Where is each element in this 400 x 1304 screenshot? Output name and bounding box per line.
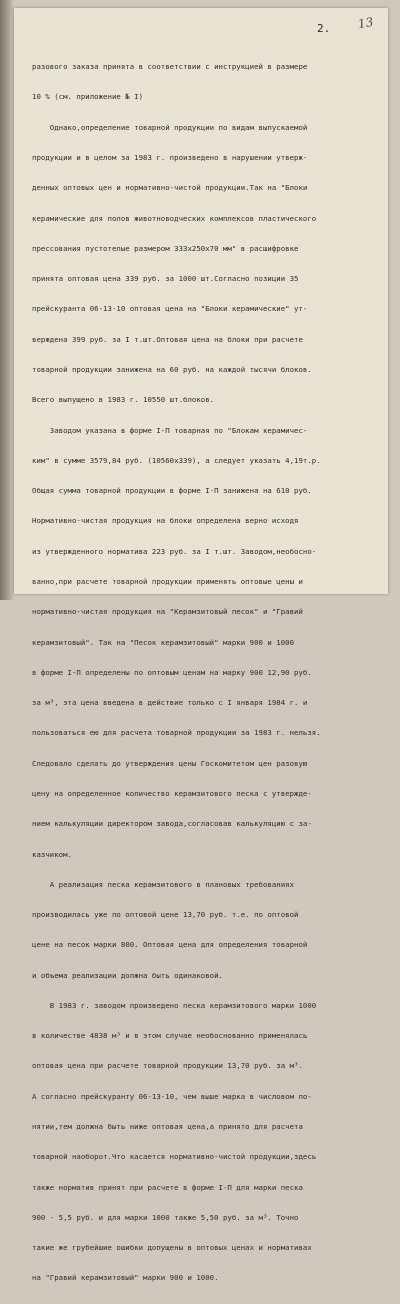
text-line: 10 % (см. приложение № I) bbox=[32, 92, 144, 102]
page-number: 2. bbox=[317, 22, 331, 35]
text-line: из утвержденного норматива 223 руб. за I т.шт. Заводом,необосно- bbox=[32, 546, 317, 556]
folio-mark: 13 bbox=[356, 14, 375, 32]
text-line: и объема реализации должна быть одинаковой. bbox=[32, 970, 223, 980]
text-line: казчиком. bbox=[32, 849, 72, 859]
text-line: нормативно-чистая продукция на "Керамзитовый песок" и "Гравий bbox=[32, 607, 303, 617]
text-line: разового заказа принята в соответствии с инструкцией в размере bbox=[32, 62, 308, 72]
text-line: ким" в сумме 3579,84 руб. (10560х339), а следует указать 4,19т.р. bbox=[32, 455, 321, 465]
text-line: такие же грубейшие ошибки допущены в оптовых ценах и нормативах bbox=[32, 1243, 312, 1253]
text-line: за м³, эта цена введена в действие только с I января 1984 г. и bbox=[32, 698, 308, 708]
text-line: Всего выпущено в 1983 г. 10550 шт.блоков. bbox=[32, 395, 215, 405]
text-line: А реализация песка керамзитового в плановых требованиях bbox=[32, 879, 295, 889]
text-line: товарной продукции занижена на 60 руб. на каждой тысячи блоков. bbox=[32, 365, 312, 374]
document-page bbox=[14, 8, 388, 1283]
text-line: Однако,определение товарной продукции по видам выпускаемой bbox=[32, 122, 308, 132]
text-line: нятии,тем должна быть ниже оптовая цена,а принято для расчета bbox=[32, 1122, 303, 1132]
text-line: производилась уже по оптовой цене 13,70 руб. т.е. по оптовой bbox=[32, 910, 299, 920]
text-line: прейскуранта 06-13-10 оптовая цена на "Блоки керамические" ут- bbox=[32, 304, 308, 314]
text-line: товарной наоборот.Что касается нормативно-чистой продукции,здесь bbox=[32, 1152, 317, 1162]
text-line: оптовая цена при расчете товарной продукции 13,70 руб. за м³. bbox=[32, 1061, 303, 1071]
text-line: Нормативно-чистая продукция на блоки определена верно исходя bbox=[32, 516, 299, 526]
text-line: на "Гравий керамзитовый" марки 900 и 1000. bbox=[32, 1273, 219, 1283]
text-line: пользоваться ею для расчета товарной продукции за 1983 г. нельзя. bbox=[32, 728, 321, 738]
text-line: Следовало сделать до утверждения цены Госкомитетом цен разовую bbox=[32, 758, 308, 768]
text-line: продукции и в целом за 1983 г. произведено в нарушении утверж- bbox=[32, 153, 308, 163]
text-line: нием калькуляции директором завода,согласовав калькуляцию с за- bbox=[32, 819, 312, 829]
text-line: ванно,при расчете товарной продукции применять оптовые цены и bbox=[32, 576, 303, 586]
text-line: верждена 399 руб. за I т.шт.Оптовая цена на блоки при расчете bbox=[32, 334, 303, 344]
text-line: в количестве 4838 м³ и в этом случае необоснованно применялась bbox=[32, 1031, 308, 1041]
text-line: прессования пустотелые размером 333х250х70 мм" в расшифровке bbox=[32, 243, 299, 253]
text-line: принята оптовая цена 339 руб. за 1000 шт.Согласно позиции 35 bbox=[32, 274, 299, 284]
text-line: 900 - 5,5 руб. и для марки 1000 также 5,50 руб. за м³. Точно bbox=[32, 1212, 299, 1222]
text-line: цену на определенное количество керамзитового песка с утвержде- bbox=[32, 788, 312, 798]
text-line: в форме I-П определены по оптовым ценам на марку 900 12,90 руб. bbox=[32, 667, 312, 677]
binding-shadow bbox=[0, 0, 14, 600]
text-line: цене на песок марки 800. Оптовая цена для определения товарной bbox=[32, 940, 308, 950]
text-line: А согласно прейскуранту 06-13-10, чем выше марка в числовом по- bbox=[32, 1091, 312, 1101]
text-line: также норматив принят при расчете в форме I-П для марки песка bbox=[32, 1182, 303, 1192]
body-text bbox=[32, 42, 380, 1304]
text-line: денных оптовых цен и нормативно-чистой продукции.Так на "Блоки bbox=[32, 183, 308, 193]
text-line: керамзитовый". Так на "Песок керамзитовый" марки 900 и 1000 bbox=[32, 637, 295, 647]
text-line: В 1983 г. заводом произведено песка керамзитового марки 1000 bbox=[32, 1000, 317, 1010]
text-line: Общая сумма товарной продукции в форме I-П занижена на 610 руб. bbox=[32, 486, 312, 496]
text-line: керамические для полов животноводческих комплексов пластического bbox=[32, 213, 317, 223]
text-line: Заводом указана в форме I-П товарная по "Блокам керамичес- bbox=[32, 425, 308, 435]
